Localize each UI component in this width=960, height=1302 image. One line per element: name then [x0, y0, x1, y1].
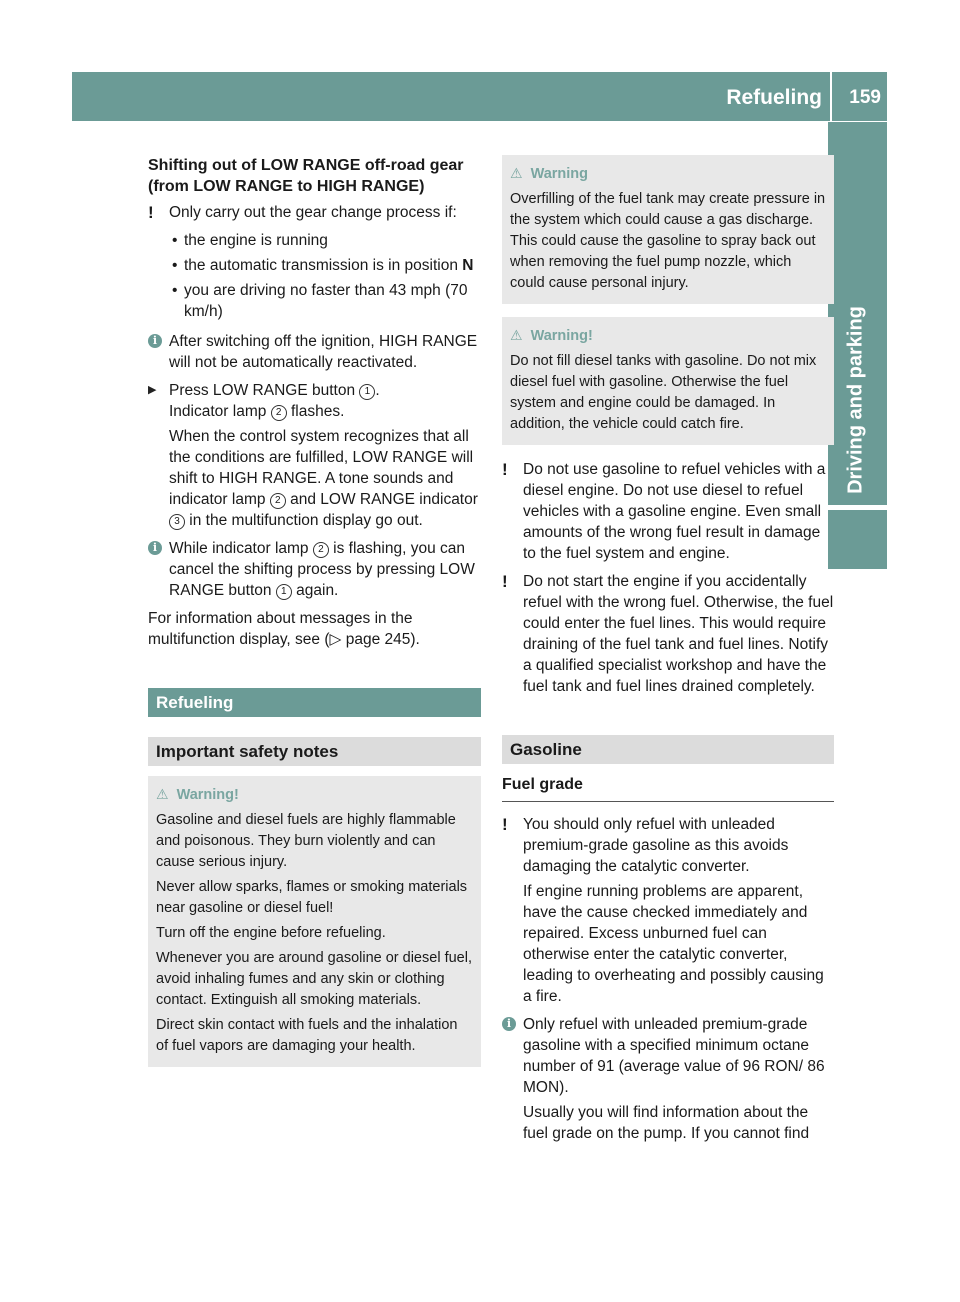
note-text: You should only refuel with unleaded premium-grade gasoline as this avoids damaging the catalytic converter. [523, 816, 789, 875]
bullet-icon: • [172, 257, 178, 274]
list-item [148, 280, 481, 322]
list-item-text: you are driving no faster than 43 mph (70 km/h) [184, 282, 468, 320]
callout-1: 1 [359, 384, 375, 400]
note-icon: ! [502, 815, 508, 834]
reference-paragraph [148, 608, 481, 650]
section-heading-low-range: Shifting out of LOW RANGE off-road gear (from LOW RANGE to HIGH RANGE) [148, 157, 464, 195]
warning-paragraph: Whenever you are around gasoline or diesel fuel, avoid inhaling fumes and any skin or clothing contact. Extinguish all smoking materials. [156, 950, 472, 1008]
info-cancel-shift [148, 538, 481, 601]
info-text: is flashing, you can cancel the shifting process by pressing LOW RANGE button [169, 540, 475, 599]
warning-title [510, 325, 826, 347]
step-text: flashes. [286, 403, 345, 420]
header-bar [72, 72, 887, 121]
warning-paragraph: Direct skin contact with fuels and the inhalation of fuel vapors are damaging your health. [156, 1017, 458, 1054]
step-text: in the multifunction display go out. [185, 512, 423, 529]
warning-box-diesel [502, 317, 834, 445]
page-title: Refueling [726, 86, 822, 109]
warning-paragraph: Never allow sparks, flames or smoking materials near gasoline or diesel fuel! [156, 879, 468, 916]
step-result [148, 426, 481, 531]
list-item-text: the engine is running [184, 232, 328, 249]
step-text: When the control system recognizes that all the conditions are fulfilled, LOW RANGE will shift to HIGH RANGE. A tone sounds and indicator lamp [169, 428, 474, 508]
warning-title-text: Warning! [530, 328, 593, 344]
info-text: again. [291, 582, 339, 599]
chapter-tab-label: Driving and parking [844, 306, 867, 494]
note-text: Do not start the engine if you accidentally refuel with the wrong fuel. Otherwise, the fuel could enter the fuel lines. This would require draining of the fuel tank and fuel lines. Notify a qualified specialist workshop and have the fuel tank and fuel lines drained completely. [523, 573, 834, 695]
note-unleaded-continued: If engine running problems are apparent, have the cause checked immediately and repaired. Excess unburned fuel can otherwise enter the catalytic converter, leading to overheating and possibly causing a fire. [523, 883, 824, 1005]
note-wrong-fuel [502, 459, 834, 564]
right-column [502, 155, 834, 1151]
warning-triangle-icon: ⚠ [510, 165, 523, 181]
chapter-tab-marker [828, 510, 887, 569]
callout-2: 2 [313, 542, 329, 558]
left-column [148, 155, 481, 1067]
info-ignition [148, 331, 481, 373]
warning-triangle-icon: ⚠ [510, 327, 523, 343]
warning-title-text: Warning! [176, 787, 239, 803]
step-text: . [375, 382, 380, 399]
info-text: While indicator lamp [169, 540, 313, 557]
note-text: Only carry out the gear change process if: [169, 204, 457, 221]
info-icon: i [148, 541, 162, 555]
subsection-bar-safety: Important safety notes [148, 737, 481, 766]
info-text: Only refuel with unleaded premium-grade gasoline with a specified minimum octane number of 91 (average value of 96 RON/ 86 MON). [523, 1016, 825, 1096]
warning-box [148, 776, 481, 1067]
step-text: and LOW RANGE indicator [285, 491, 478, 508]
info-octane [502, 1014, 834, 1098]
page-number: 159 [849, 87, 881, 108]
warning-triangle-icon: ⚠ [156, 786, 169, 802]
note-unleaded [502, 814, 834, 877]
subsection-bar-gasoline: Gasoline [502, 735, 834, 764]
note-icon: ! [502, 460, 508, 479]
bullet-icon: • [172, 282, 178, 299]
callout-2: 2 [270, 493, 286, 509]
info-icon: i [502, 1017, 516, 1031]
warning-title [156, 784, 473, 806]
info-text: After switching off the ignition, HIGH RANGE will not be automatically reactivated. [169, 333, 478, 371]
step-text: Indicator lamp [169, 403, 271, 420]
callout-1: 1 [276, 584, 292, 600]
warning-box-overfill [502, 155, 834, 304]
warning-paragraph: Turn off the engine before refueling. [156, 925, 386, 941]
section-bar-refueling: Refueling [148, 688, 481, 717]
warning-paragraph: Overfilling of the fuel tank may create pressure in the system which could cause a gas discharge. This could cause the gasoline to spray back out when removing the fuel pump nozzle, which could cause personal injury. [510, 191, 826, 291]
callout-3: 3 [169, 514, 185, 530]
note-engine-start [502, 571, 834, 697]
note-gear-change [148, 202, 481, 223]
list-item-text: the automatic transmission is in position [184, 257, 458, 274]
list-item [148, 230, 481, 251]
warning-title [510, 163, 826, 185]
warning-paragraph: Do not fill diesel tanks with gasoline. Do not mix diesel fuel with gasoline. Otherwise the fuel system and engine could be damaged. In addition, the vehicle could catch fire. [510, 353, 817, 432]
info-icon: i [148, 334, 162, 348]
info-octane-continued: Usually you will find information about the fuel grade on the pump. If you cannot find [523, 1104, 810, 1142]
bullet-icon: • [172, 232, 178, 249]
list-item [148, 255, 481, 276]
step-arrow-icon: ▶ [148, 384, 157, 396]
page-ref-arrow-icon: ▷ [329, 631, 342, 648]
paragraph-text: For information about messages in the multifunction display, see ( [148, 610, 413, 648]
step-text: Press LOW RANGE button [169, 382, 360, 399]
note-icon: ! [148, 203, 154, 222]
callout-2: 2 [271, 405, 287, 421]
paragraph-text: page 245). [341, 631, 420, 648]
list-item-bold: N [462, 257, 474, 274]
instruction-step [148, 380, 481, 422]
note-icon: ! [502, 572, 508, 591]
fuel-grade-heading: Fuel grade [502, 774, 834, 802]
warning-title-text: Warning [530, 166, 589, 182]
header-divider [830, 72, 832, 121]
note-text: Do not use gasoline to refuel vehicles with a diesel engine. Do not use diesel to refuel vehicles with a gasoline engine. Even small amounts of the wrong fuel result in damage to the fuel system and engine. [523, 461, 826, 562]
warning-paragraph: Gasoline and diesel fuels are highly flammable and poisonous. They burn violently and can cause serious injury. [156, 812, 456, 870]
